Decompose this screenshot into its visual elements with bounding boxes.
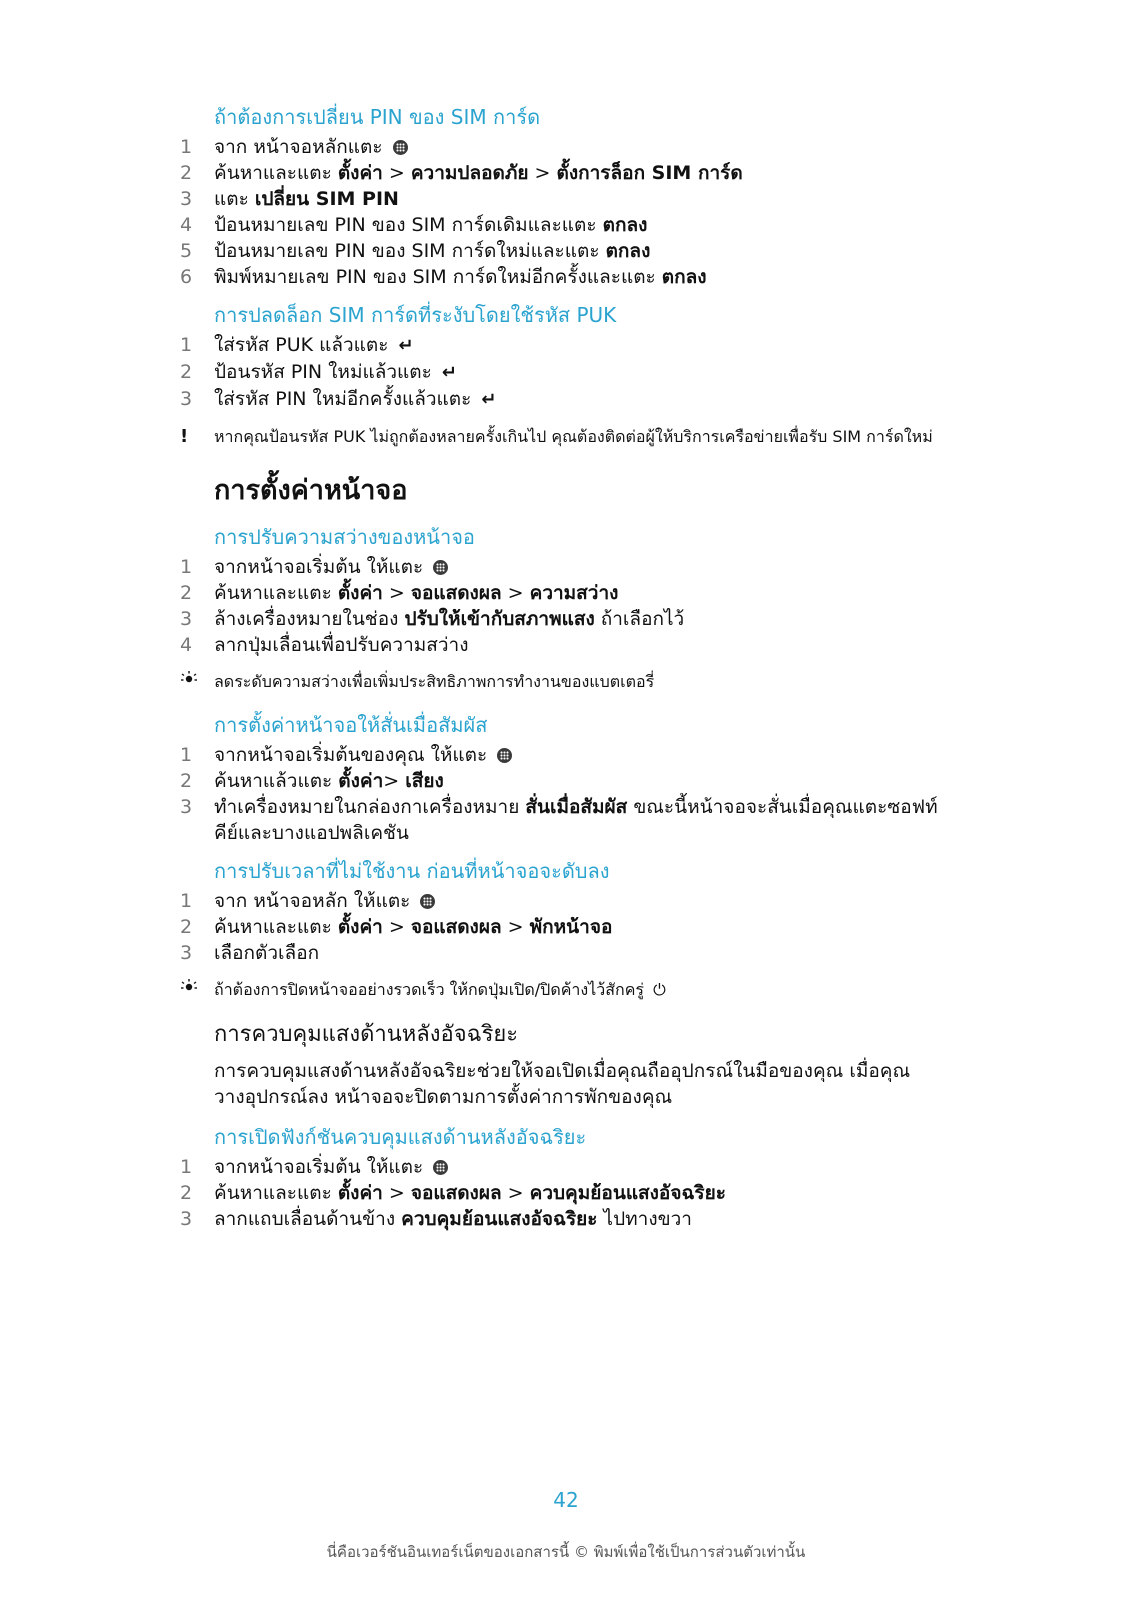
menu-path-settings: ตั้งค่า bbox=[337, 916, 383, 938]
step-text: ค้นหาและแตะ bbox=[214, 162, 338, 184]
vibrate-steps bbox=[180, 742, 940, 846]
menu-path-display: จอแสดงผล bbox=[410, 1182, 502, 1204]
menu-path-settings: ตั้งค่า bbox=[337, 1182, 383, 1204]
apps-icon bbox=[497, 748, 512, 763]
step-text: ค้นหาและแตะ bbox=[214, 916, 338, 938]
step-number: 1 bbox=[180, 334, 193, 356]
menu-path-sleep: พักหน้าจอ bbox=[529, 916, 613, 938]
step-item bbox=[180, 742, 940, 768]
path-separator: > bbox=[382, 162, 411, 184]
step-number: 1 bbox=[180, 890, 193, 912]
step-text: จาก หน้าจอหลักแตะ bbox=[214, 136, 383, 158]
path-separator: > bbox=[501, 582, 530, 604]
step-text: ไปทางขวา bbox=[597, 1208, 692, 1230]
step-item bbox=[180, 386, 940, 413]
path-separator: > bbox=[501, 1182, 530, 1204]
step-number: 2 bbox=[180, 770, 193, 792]
ok-label: ตกลง bbox=[661, 266, 707, 288]
sleep-steps bbox=[180, 888, 940, 966]
step-number: 3 bbox=[180, 608, 193, 630]
step-number: 3 bbox=[180, 942, 193, 964]
step-number: 4 bbox=[180, 214, 193, 236]
step-number: 4 bbox=[180, 634, 193, 656]
step-text: ถ้าเลือกไว้ bbox=[594, 608, 685, 630]
screen-settings-title: การตั้งค่าหน้าจอ bbox=[214, 475, 408, 506]
step-text: จาก หน้าจอหลัก ให้แตะ bbox=[214, 890, 411, 912]
puk-unlock-steps bbox=[180, 332, 940, 413]
vibrate-heading: การตั้งค่าหน้าจอให้สั่นเมื่อสัมผัส bbox=[214, 713, 488, 737]
step-number: 6 bbox=[180, 266, 193, 288]
option-change-sim-pin: เปลี่ยน SIM PIN bbox=[254, 188, 399, 210]
step-number: 2 bbox=[180, 361, 193, 383]
step-number: 1 bbox=[180, 556, 193, 578]
step-text: ค้นหาและแตะ bbox=[214, 1182, 338, 1204]
enter-key-icon: ↵ bbox=[398, 335, 414, 356]
step-text: แตะ bbox=[214, 188, 255, 210]
step-text: ล้างเครื่องหมายในช่อง bbox=[214, 608, 405, 630]
step-item bbox=[180, 768, 940, 794]
path-separator: > bbox=[383, 770, 406, 792]
step-number: 1 bbox=[180, 136, 193, 158]
menu-path-sim-lock: ตั้งการล็อก SIM การ์ด bbox=[556, 162, 743, 184]
menu-path-smart-backlight: ควบคุมย้อนแสงอัจฉริยะ bbox=[529, 1182, 726, 1204]
menu-path-security: ความปลอดภัย bbox=[410, 162, 529, 184]
lightbulb-tip-icon bbox=[180, 670, 214, 694]
menu-path-settings: ตั้งค่า bbox=[337, 582, 383, 604]
step-item bbox=[180, 554, 940, 580]
footer-notice: นี่คือเวอร์ชันอินเทอร์เน็ตของเอกสารนี้ © พิมพ์เพื่อใช้เป็นการส่วนตัวเท่านั้น bbox=[326, 1543, 806, 1561]
step-text: ป้อนหมายเลข PIN ของ SIM การ์ดใหม่และแตะ bbox=[214, 240, 606, 262]
step-item bbox=[180, 359, 940, 386]
step-item bbox=[180, 888, 940, 914]
menu-path-display: จอแสดงผล bbox=[410, 582, 502, 604]
step-text: ป้อนรหัส PIN ใหม่แล้วแตะ bbox=[214, 361, 432, 383]
tip-text: ถ้าต้องการปิดหน้าจออย่างรวดเร็ว ให้กดปุ่มเปิด/ปิดค้างไว้สักครู่ bbox=[214, 980, 645, 999]
sleep-tip-note bbox=[180, 978, 940, 1002]
warning-text: หากคุณป้อนรหัส PUK ไม่ถูกต้องหลายครั้งเกินไป คุณต้องติดต่อผู้ให้บริการเครือข่ายเพื่อรับ SIM การ์ดใหม่ bbox=[214, 427, 933, 446]
step-item bbox=[180, 238, 940, 264]
step-number: 2 bbox=[180, 162, 193, 184]
sleep-heading: การปรับเวลาที่ไม่ใช้งาน ก่อนที่หน้าจอจะดับลง bbox=[214, 859, 610, 883]
ok-label: ตกลง bbox=[602, 214, 648, 236]
step-number: 5 bbox=[180, 240, 193, 262]
step-text: จากหน้าจอเริ่มต้น ให้แตะ bbox=[214, 1156, 424, 1178]
step-number: 3 bbox=[180, 796, 193, 818]
lightbulb-tip-icon bbox=[180, 978, 214, 1002]
option-smart-backlight: ควบคุมย้อนแสงอัจฉริยะ bbox=[401, 1208, 598, 1230]
warning-icon: ! bbox=[180, 426, 189, 447]
menu-path-display: จอแสดงผล bbox=[410, 916, 502, 938]
smart-backlight-steps bbox=[180, 1154, 940, 1232]
step-number: 3 bbox=[180, 1208, 193, 1230]
brightness-heading: การปรับความสว่างของหน้าจอ bbox=[214, 525, 475, 549]
step-item bbox=[180, 186, 940, 212]
step-text: จากหน้าจอเริ่มต้นของคุณ ให้แตะ bbox=[214, 744, 488, 766]
step-text: ค้นหาแล้วแตะ bbox=[214, 770, 339, 792]
step-text: ทำเครื่องหมายในกล่องกาเครื่องหมาย bbox=[214, 796, 526, 818]
ok-label: ตกลง bbox=[605, 240, 651, 262]
step-item bbox=[180, 1154, 940, 1180]
brightness-steps bbox=[180, 554, 940, 658]
step-number: 3 bbox=[180, 188, 193, 210]
path-separator: > bbox=[501, 916, 530, 938]
apps-icon bbox=[433, 1160, 448, 1175]
enter-key-icon: ↵ bbox=[481, 389, 497, 410]
step-text: ขณะนี้หน้าจอจะสั่นเมื่อคุณแตะซอฟท์คีย์และบางแอปพลิเคชัน bbox=[214, 796, 938, 844]
step-item bbox=[180, 940, 940, 966]
step-item bbox=[180, 134, 940, 160]
pin-change-steps bbox=[180, 134, 940, 290]
enter-key-icon: ↵ bbox=[441, 362, 457, 383]
menu-path-settings: ตั้งค่า bbox=[337, 162, 383, 184]
step-item bbox=[180, 606, 940, 632]
step-item bbox=[180, 1180, 940, 1206]
step-item bbox=[180, 794, 940, 846]
option-adaptive-brightness: ปรับให้เข้ากับสภาพแสง bbox=[404, 608, 595, 630]
apps-icon bbox=[420, 894, 435, 909]
step-number: 3 bbox=[180, 388, 193, 410]
step-item bbox=[180, 580, 940, 606]
menu-path-brightness: ความสว่าง bbox=[529, 582, 619, 604]
smart-backlight-paragraph: การควบคุมแสงด้านหลังอัจฉริยะช่วยให้จอเปิดเมื่อคุณถืออุปกรณ์ในมือของคุณ เมื่อคุณวางอุปกรณ์ลง หน้าจอจะปิดตามการตั้งค่าการพักของคุณ bbox=[214, 1060, 911, 1108]
step-text: ใส่รหัส PUK แล้วแตะ bbox=[214, 334, 389, 356]
menu-path-sound: เสียง bbox=[405, 770, 444, 792]
path-separator: > bbox=[528, 162, 557, 184]
tip-text: ลดระดับความสว่างเพื่อเพิ่มประสิทธิภาพการทำงานของแบตเตอรี่ bbox=[214, 672, 655, 691]
step-text: ลากปุ่มเลื่อนเพื่อปรับความสว่าง bbox=[214, 634, 469, 656]
path-separator: > bbox=[382, 1182, 411, 1204]
step-number: 2 bbox=[180, 916, 193, 938]
step-number: 2 bbox=[180, 1182, 193, 1204]
step-text: ป้อนหมายเลข PIN ของ SIM การ์ดเดิมและแตะ bbox=[214, 214, 603, 236]
apps-icon bbox=[393, 140, 408, 155]
step-text: ค้นหาและแตะ bbox=[214, 582, 338, 604]
page-number: 42 bbox=[553, 1488, 579, 1512]
path-separator: > bbox=[382, 582, 411, 604]
step-item bbox=[180, 332, 940, 359]
puk-unlock-heading: การปลดล็อก SIM การ์ดที่ระงับโดยใช้รหัส PUK bbox=[214, 303, 617, 327]
step-number: 1 bbox=[180, 1156, 193, 1178]
step-item bbox=[180, 632, 940, 658]
smart-backlight-enable-heading: การเปิดฟังก์ชันควบคุมแสงด้านหลังอัจฉริยะ bbox=[214, 1125, 587, 1149]
step-text: เลือกตัวเลือก bbox=[214, 942, 320, 964]
step-text: จากหน้าจอเริ่มต้น ให้แตะ bbox=[214, 556, 424, 578]
pin-change-heading: ถ้าต้องการเปลี่ยน PIN ของ SIM การ์ด bbox=[214, 105, 541, 129]
smart-backlight-title: การควบคุมแสงด้านหลังอัจฉริยะ bbox=[214, 1022, 519, 1047]
path-separator: > bbox=[382, 916, 411, 938]
step-item bbox=[180, 160, 940, 186]
apps-icon bbox=[433, 560, 448, 575]
step-text: พิมพ์หมายเลข PIN ของ SIM การ์ดใหม่อีกครั้งและแตะ bbox=[214, 266, 662, 288]
puk-warning-note bbox=[180, 425, 940, 448]
step-item bbox=[180, 212, 940, 238]
power-icon: ⏻ bbox=[653, 980, 666, 999]
step-number: 2 bbox=[180, 582, 193, 604]
document-body bbox=[180, 104, 940, 1244]
step-item bbox=[180, 264, 940, 290]
brightness-tip-note bbox=[180, 670, 940, 694]
step-text: ใส่รหัส PIN ใหม่อีกครั้งแล้วแตะ bbox=[214, 388, 472, 410]
menu-path-settings: ตั้งค่า bbox=[338, 770, 384, 792]
step-number: 1 bbox=[180, 744, 193, 766]
step-text: ลากแถบเลื่อนด้านข้าง bbox=[214, 1208, 402, 1230]
step-item bbox=[180, 1206, 940, 1232]
option-vibrate-on-touch: สั่นเมื่อสัมผัส bbox=[525, 796, 628, 818]
step-item bbox=[180, 914, 940, 940]
